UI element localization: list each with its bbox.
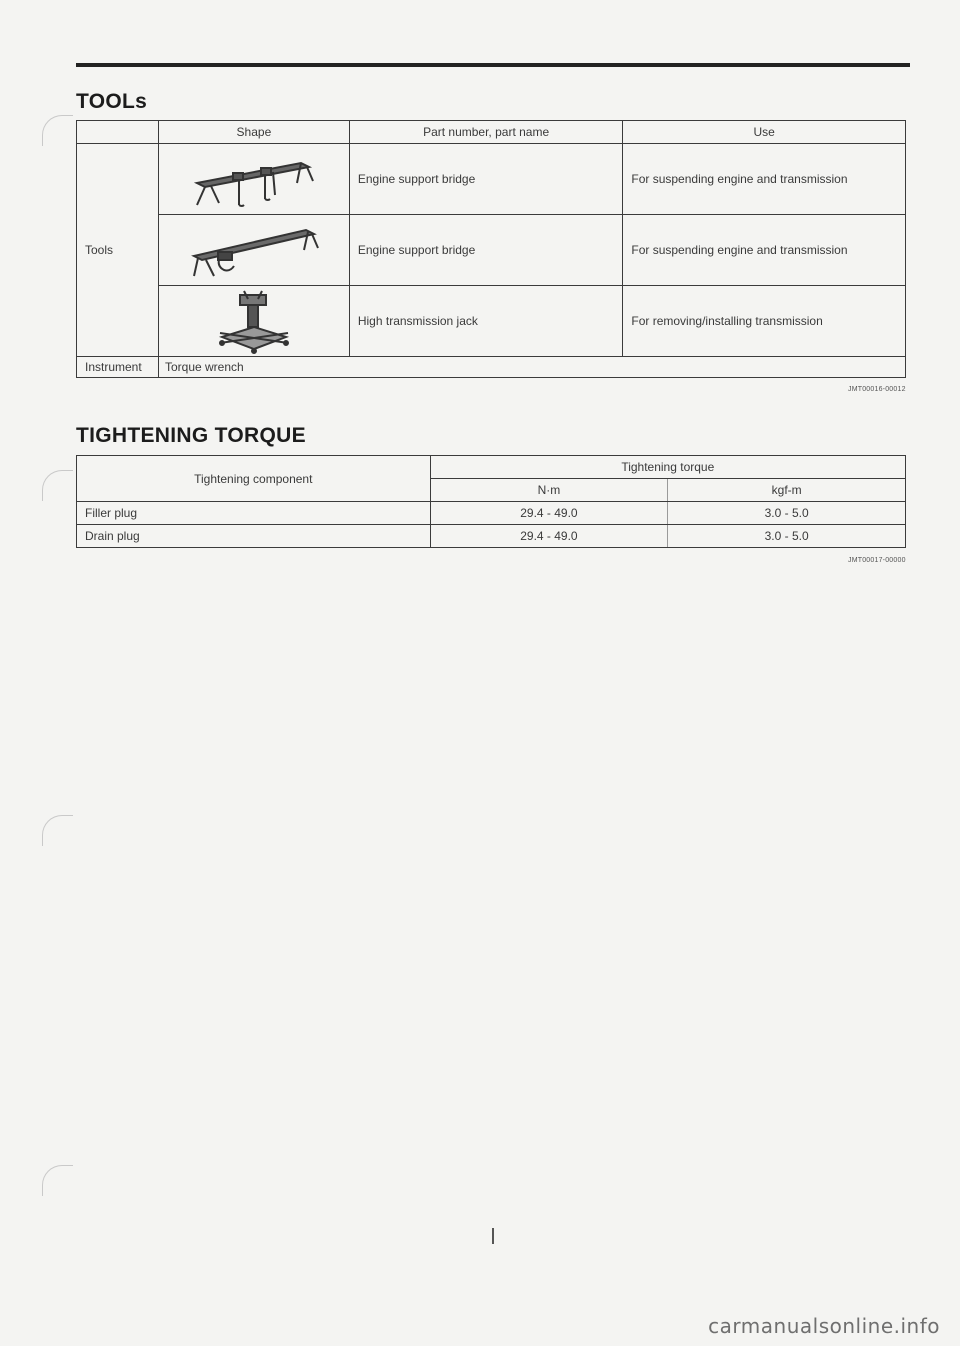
part-name: Engine support bridge xyxy=(349,215,623,286)
part-name: Engine support bridge xyxy=(349,144,623,215)
scan-mark xyxy=(42,1165,73,1196)
tools-header-row xyxy=(77,121,906,144)
torque-nm: 29.4 - 49.0 xyxy=(430,502,668,525)
engine-support-bridge-alt-icon xyxy=(158,215,349,286)
torque-kgf: 3.0 - 5.0 xyxy=(668,502,906,525)
tool-row xyxy=(77,286,906,357)
page-number-mark xyxy=(492,1228,494,1244)
header-kgf: kgf-m xyxy=(668,479,906,502)
tools-table xyxy=(76,120,906,378)
figure-code: JMT00016-00012 xyxy=(848,386,906,393)
torque-header-row xyxy=(77,456,906,479)
header-use: Use xyxy=(623,121,906,144)
torque-heading: TIGHTENING TORQUE xyxy=(76,424,306,447)
instrument-row xyxy=(77,357,906,378)
tools-category: Tools xyxy=(77,144,159,357)
header-shape: Shape xyxy=(158,121,349,144)
scan-mark xyxy=(42,115,73,146)
scan-mark xyxy=(42,470,73,501)
header-blank xyxy=(77,121,159,144)
header-nm: N·m xyxy=(430,479,668,502)
component-name: Filler plug xyxy=(77,502,431,525)
figure-code: JMT00017-00000 xyxy=(848,557,906,564)
torque-nm: 29.4 - 49.0 xyxy=(430,525,668,548)
tools-heading: TOOLs xyxy=(76,90,148,113)
watermark: carmanualsonline.info xyxy=(708,1314,940,1338)
torque-row xyxy=(77,502,906,525)
top-rule xyxy=(76,63,910,67)
torque-row xyxy=(77,525,906,548)
scan-mark xyxy=(42,815,73,846)
instrument-value: Torque wrench xyxy=(158,357,905,378)
tool-row xyxy=(77,144,906,215)
torque-kgf: 3.0 - 5.0 xyxy=(668,525,906,548)
engine-support-bridge-icon xyxy=(158,144,349,215)
tool-row xyxy=(77,215,906,286)
header-component: Tightening component xyxy=(77,456,431,502)
header-part: Part number, part name xyxy=(349,121,623,144)
torque-table xyxy=(76,455,906,548)
transmission-jack-icon xyxy=(158,286,349,357)
header-torque: Tightening torque xyxy=(430,456,905,479)
component-name: Drain plug xyxy=(77,525,431,548)
instrument-label: Instrument xyxy=(77,357,159,378)
tool-use: For removing/installing transmission xyxy=(623,286,906,357)
tool-use: For suspending engine and transmission xyxy=(623,144,906,215)
part-name: High transmission jack xyxy=(349,286,623,357)
tool-use: For suspending engine and transmission xyxy=(623,215,906,286)
